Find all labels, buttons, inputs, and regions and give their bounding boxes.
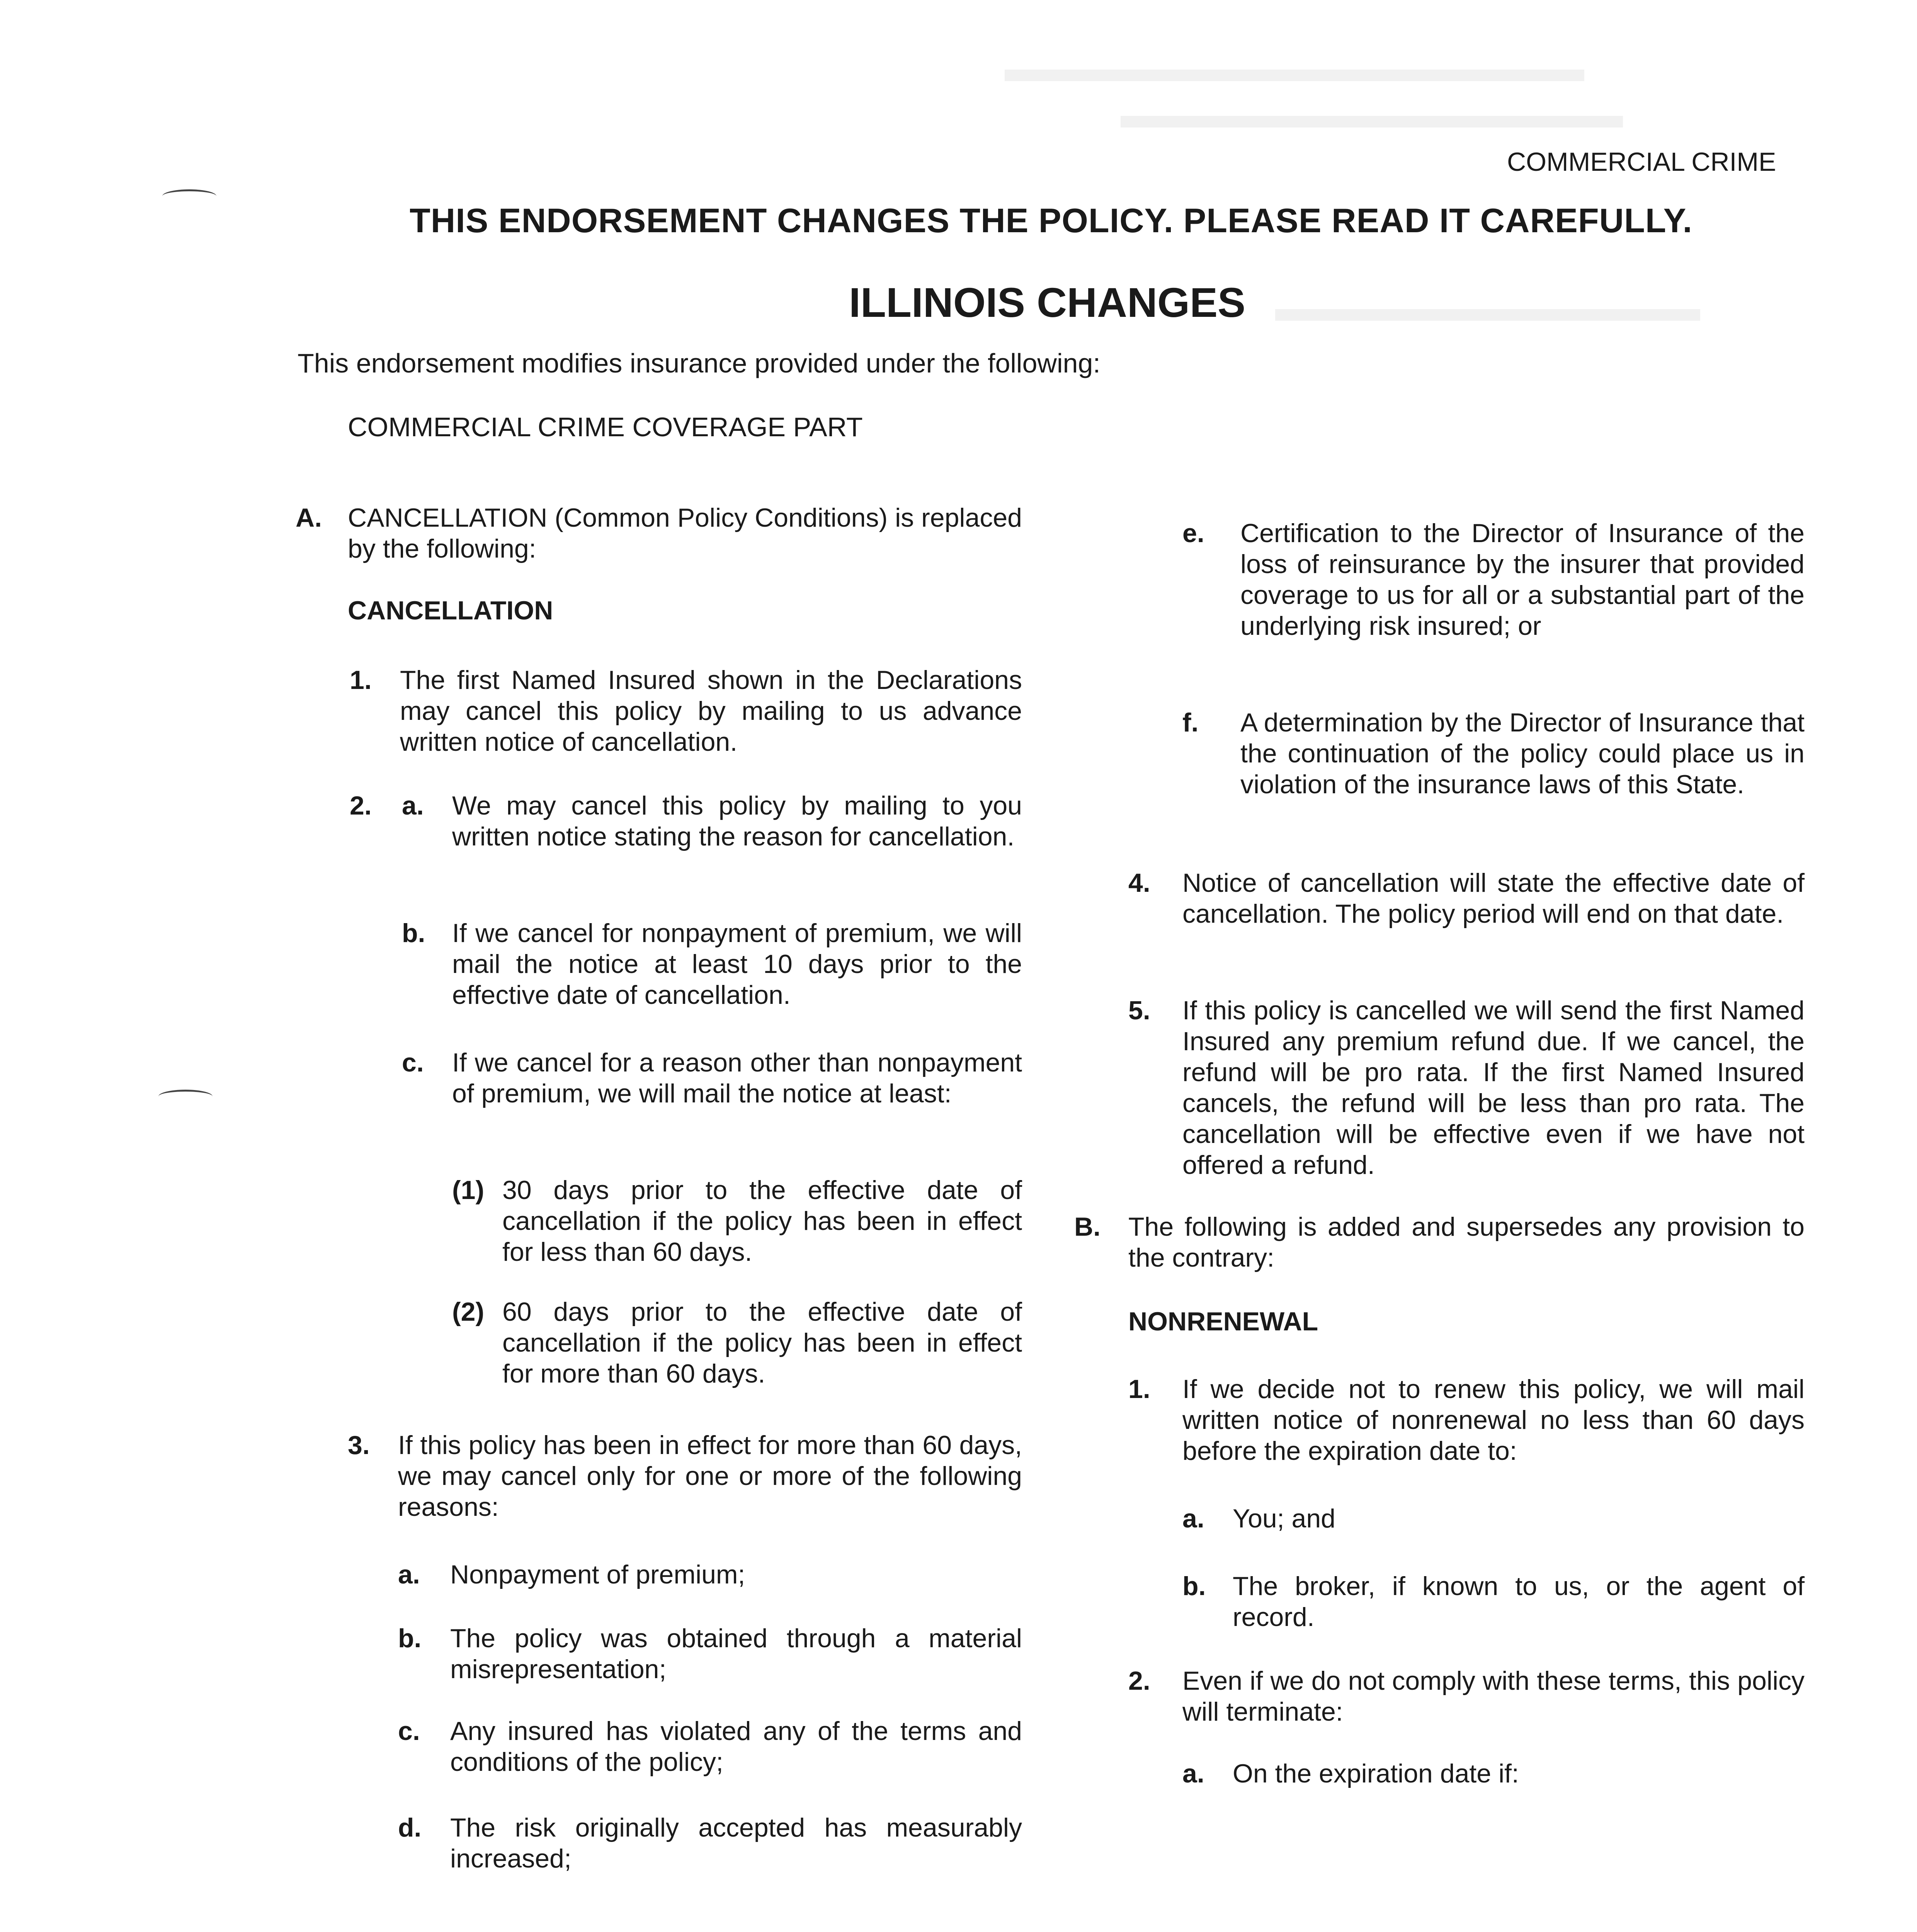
section-a — [296, 502, 1022, 572]
margin-mark — [158, 1090, 213, 1103]
margin-mark — [162, 189, 216, 203]
bleed-through-artifact — [1121, 116, 1623, 128]
section-a-label: A. — [296, 503, 322, 532]
bleed-through-artifact — [1005, 70, 1584, 81]
section-b-intro: The following is added and supersedes any provision to the contrary: — [1128, 1212, 1805, 1272]
section-b-label: B. — [1074, 1212, 1101, 1242]
cancellation-item-2-label: 2. — [350, 791, 372, 820]
modifies-statement: This endorsement modifies insurance provided under the following: — [298, 348, 1101, 378]
form-label: COMMERCIAL CRIME — [1507, 147, 1776, 177]
coverage-part: COMMERCIAL CRIME COVERAGE PART — [348, 412, 863, 442]
endorsement-notice: THIS ENDORSEMENT CHANGES THE POLICY. PLEASE READ IT CAREFULLY. — [410, 201, 1692, 240]
nonrenewal-heading: NONRENEWAL — [1128, 1307, 1318, 1336]
section-a-intro: CANCELLATION (Common Policy Conditions) is replaced by the following: — [348, 503, 1022, 563]
page-title: ILLINOIS CHANGES — [849, 279, 1246, 326]
cancellation-heading: CANCELLATION — [348, 596, 553, 625]
